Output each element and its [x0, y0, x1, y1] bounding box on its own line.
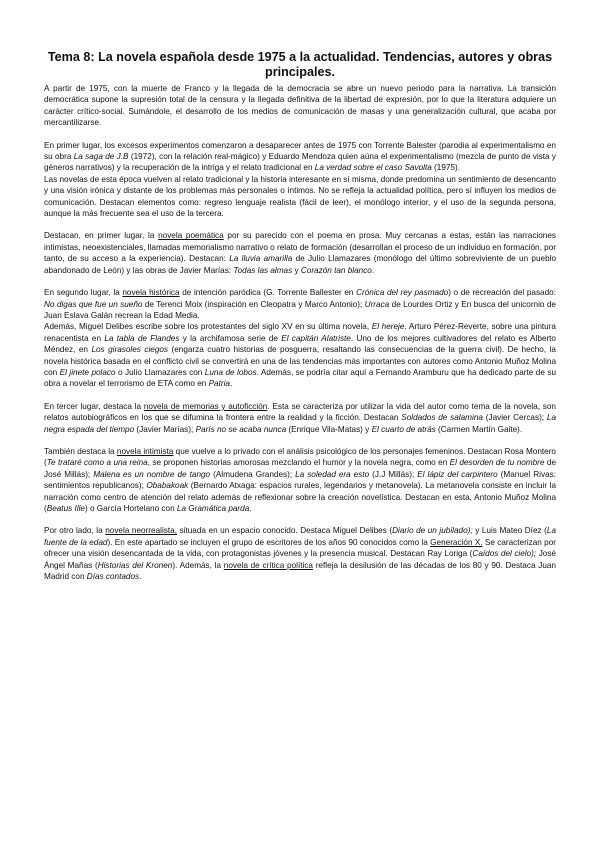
book-title: La saga de J.B [73, 152, 129, 162]
book-title: Corazón tan blanco [300, 265, 372, 275]
book-title: La tabla de Flandes [104, 333, 180, 343]
book-title: El jinete polaco [59, 367, 116, 377]
book-title: Patria [208, 379, 230, 389]
paragraph-spacer [44, 514, 556, 525]
book-title: El hereje [371, 322, 405, 332]
genre-heading: novela intimista [116, 446, 174, 456]
paragraph-spacer [44, 129, 556, 140]
paragraph-intimista: También destaca la novela intimista que vuelve a lo privado con el análisis psicológico de los personajes femeninos. Destacan Rosa Montero (Te trataré como a una reina, se proponen historias amorosas mezclando el humor y la novela negra, como en El desorden de tu nombre de José Millás); Malena es un nombre de tango (Almudena Grandes); La soledad era esto (J.J Millás); El lápiz del carpintero (Manuel Rivas: sentimientos republicanos); Obabakoak (Bernardo Atxaga: espacios rurales, legendarios y metanovela). La metanovela consiste en incluir la narración como centro de atención del relato además de reflexionar sobre la creación novelística. Destacan en esta, Antonio Muñoz Molina (Beatus Ille) o García Hortelano con La Gramática parda. [44, 446, 556, 513]
paragraph-novela-poematica: Destacan, en primer lugar, la novela poemática por su parecido con el poema en prosa. Muy cercanas a estas, están las narraciones intimistas, neoexistenciales, llamadas memorialismo narrativo o relato de formación (desarrollan el proceso de un individuo en formación, por tanto, de su acceso a la experiencia). Destacan: La lluvia amarilla de Julio Llamazares (monólogo del último sobreviviente de un pueblo abandonado de León) y las obras de Javier Marías: Todas las almas y Corazón tan blanco. [44, 231, 557, 275]
book-title: Crónica del rey pasmado [356, 288, 449, 298]
book-title: Los girasoles ciegos [91, 345, 169, 355]
genre-heading: novela histórica [122, 288, 180, 298]
book-title: El cuarto de atrás [371, 424, 436, 434]
book-title: Historias del Kronen [97, 560, 173, 570]
paragraph-intro: A partir de 1975, con la muerte de Franco y la llegada de la democracia se abre un nuevo periodo para la narrativa. La transición democrática supone la supresión total de la censura y la llegada definitiva de la libertad de expresión, por lo que la literatura adquiere un carácter crítico-social. Sumándole, el desarrollo de los medios de comunicación de masas y una generalización cultural, que acaba por mercantilizarse. [44, 84, 556, 128]
paragraph-historica-authors: Además, Miguel Delibes escribe sobre los protestantes del siglo XV en su última novela, El hereje. Arturo Pérez-Reverte, sobre una pintura renacentista en La tabla de Flandes y la archifamosa serie de El capitán Alatriste. Uno de los mejores cultivadores del relato es Alberto Méndez, en Los girasoles ciegos (engarza cuatro historias de posguerra, resaltando las consecuencias de la guerra civil). De hecho, la novela histórica basada en el conflicto civil se convertirá en una de las tendencias más importantes con autores como Antonio Muñoz Molina con El jinete polaco o Julio Llamazares con Luna de lobos. Además, se podría citar aquí a Fernando Aramburu que ha dedicado parte de su obra a novelar el terrorismo de ETA como en Patria. [44, 322, 556, 389]
book-title: El lápiz del carpintero [417, 469, 498, 479]
book-title: Obabakoak [146, 481, 189, 491]
paragraph-novela-historica: En segundo lugar, la novela histórica de intención paródica (G. Torrente Ballester en Crónica del rey pasmado) o de recreación del pasado: No digas que fue un sueño de Terenci Moix (inspiración en Cleopatra y Marco Antonio); Urraca de Lourdes Ortiz y En busca del unicornio de Juan Eslava Galán recrean la Edad Media. [44, 288, 556, 320]
paragraph-spacer [44, 435, 556, 446]
genre-heading: Generación X. [430, 537, 483, 547]
book-title: París no se acaba nunca [195, 424, 287, 434]
genre-heading: novela de memorias y autoficción [143, 401, 268, 411]
genre-heading: novela de crítica política [223, 560, 313, 570]
page-title: Tema 8: La novela española desde 1975 a la actualidad. Tendencias, autores y obras principales. [47, 50, 553, 79]
paragraph-experimentalism: En primer lugar, los excesos experimentos comenzaron a desaparecer antes de 1975 con Torrente Balester (parodia al experimentalismo en su obra La saga de J.B (1972), con la relación real-mágico) y Eduardo Mendoza quien aúna el experimentalismo (mezcla de punto de vista y géneros narrativos) y la recuperación de la intriga y el relato tradicional en La verdad sobre el caso Savolta (1975). [44, 140, 557, 173]
book-title: Todas las almas [233, 265, 293, 275]
book-title: Beatus Ille [46, 504, 85, 513]
book-title: Caídos del cielo); [472, 549, 537, 559]
book-title: Diario de un jubilado); [392, 526, 473, 536]
book-title: El desorden de tu nombre [449, 458, 545, 468]
book-title: La soledad era esto [295, 469, 370, 479]
book-title: Días contados [86, 572, 140, 582]
paragraph-spacer [44, 390, 556, 401]
paragraph-characteristics: Las novelas de esta época vuelven al relato tradicional y la historia interesante en sí misma, donde predomina un sentimiento de desencanto y una visión irónica y distante de los problemas más personales o íntimos. No se refleja la actualidad política, pero sí influyen los medios de comunicación. Destacan elementos como: regreso lenguaje realista (fácil de leer), el monólogo interior, y el uso de la segunda persona, aunque la más frecuente sea el uso de la tercera. [44, 174, 556, 219]
book-title: La Gramática parda [176, 504, 250, 513]
paragraph-spacer [44, 276, 556, 287]
book-title: La lluvia amarilla [229, 254, 293, 264]
book-title: No digas que fue un sueño [44, 299, 143, 309]
book-title: Luna de lobos [204, 367, 257, 377]
book-title: La fuente de la edad [44, 526, 556, 547]
book-title: Te trataré como a una reina [46, 458, 148, 468]
paragraph-autoficcion: En tercer lugar, destaca la novela de memorias y autoficción. Esta se caracteriza por utilizar la vida del autor como tema de la novela, son relatos autobiográficos en los que se difumina la frontera entre la realidad y la ficción. Destacan Soldados de salamina (Javier Cercas); La negra espada del tiempo (Javier Marías); París no se acaba nunca (Enrique Vila-Matas) y El cuarto de atrás (Carmen Martín Gaite). [44, 401, 556, 434]
book-title: La verdad sobre el caso Savolta [314, 163, 432, 173]
book-title: La negra espada del tiempo [44, 413, 556, 434]
paragraph-neorrealista: Por otro lado, la novela neorrealista, situada en un espacio conocido. Destaca Miguel Delibes (Diario de un jubilado); y Luis Mateo Díez (La fuente de la edad). En este apartado se incluyen el grupo de escritores de los años 90 conocidos como la Generación X. Se caracterizan por ofrecer una visión desencantada de la vida, con protagonistas jóvenes y la presencia musical. Destacan Ray Loriga (Caídos del cielo); José Ángel Mañas (Historias del Kronen). Además, la novela de crítica política refleja la desilusión de las décadas de los 80 y 90. Destaca Juan Madrid con Días contados. [44, 526, 557, 582]
book-title: Soldados de salamina [401, 413, 483, 423]
book-title: El capitán Alatriste [281, 333, 351, 343]
genre-heading: novela poemática [158, 231, 224, 241]
paragraph-spacer [44, 219, 556, 230]
genre-heading: novela neorrealista, [105, 526, 177, 536]
book-title: Malena es un nombre de tango [93, 469, 211, 479]
book-title: Urraca [364, 299, 390, 309]
